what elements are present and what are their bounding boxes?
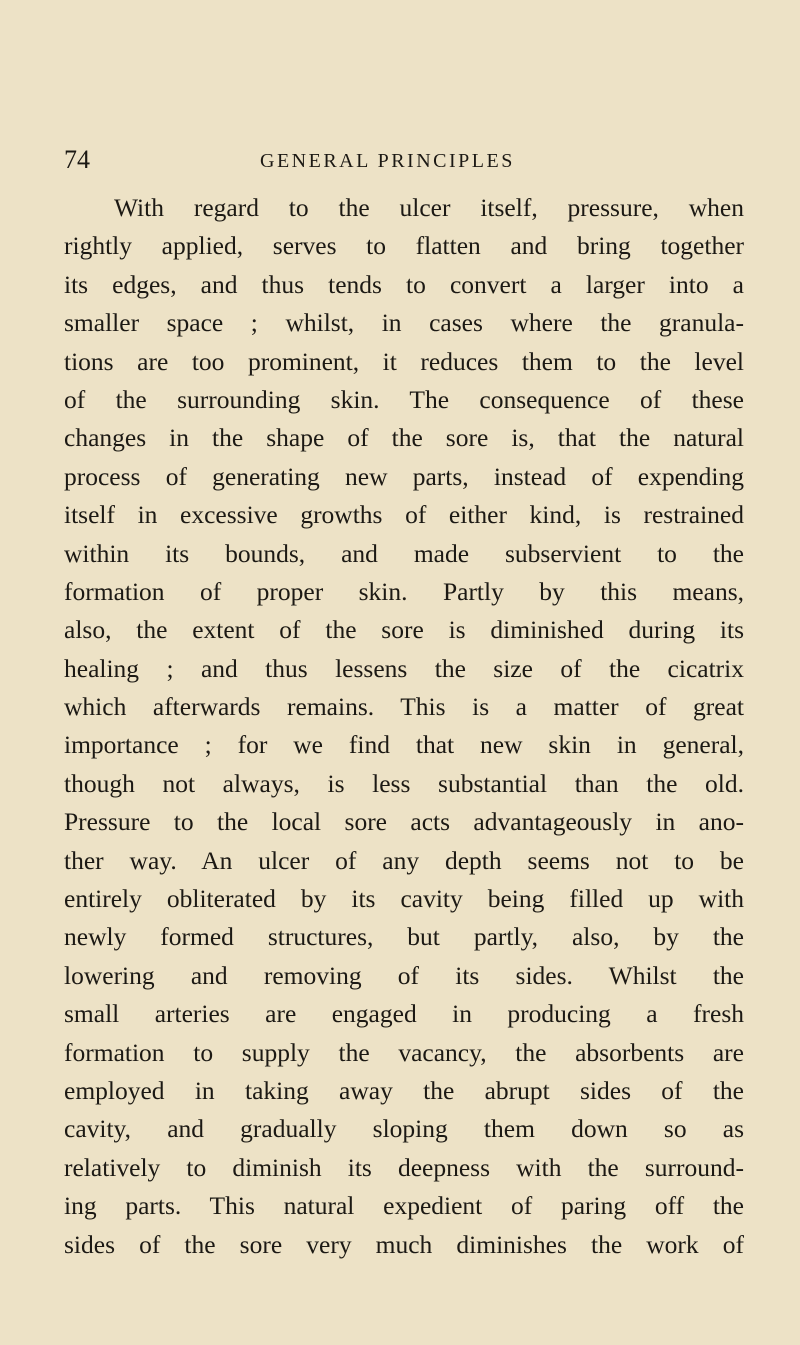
text-line: cavity, and gradually sloping them down so as [64,1114,744,1144]
text-line: lowering and removing of its sides. Whilst the [64,960,744,990]
text-line: itself in excessive growths of either kind, is restrained [64,500,744,530]
text-line: formation of proper skin. Partly by this means, [64,576,744,606]
text-line: within its bounds, and made subservient to the [64,538,744,568]
text-line: its edges, and thus tends to convert a larger into a [64,269,744,299]
text-line: newly formed structures, but partly, also, by the [64,922,744,952]
text-line: process of generating new parts, instead of expending [64,461,744,491]
page-header [0,145,800,175]
text-line: of the surrounding skin. The consequence of these [64,384,744,414]
text-line: entirely obliterated by its cavity being filled up with [64,884,744,914]
text-line: formation to supply the vacancy, the absorbents are [64,1037,744,1067]
text-line: With regard to the ulcer itself, pressure, when [114,193,744,222]
body-paragraph [64,189,744,1264]
text-line: which afterwards remains. This is a matter of great [64,692,744,722]
text-line: Pressure to the local sore acts advantageously in ano- [64,807,744,837]
text-line: also, the extent of the sore is diminished during its [64,615,744,645]
text-line: healing ; and thus lessens the size of the cicatrix [64,653,744,683]
text-line: employed in taking away the abrupt sides of the [64,1075,744,1105]
text-line: though not always, is less substantial than the old. [64,768,744,798]
text-line: rightly applied, serves to flatten and bring together [64,231,744,261]
page-number: 74 [64,145,90,174]
text-line: small arteries are engaged in producing a fresh [64,999,744,1029]
text-line: changes in the shape of the sore is, that the natural [64,423,744,453]
text-line: smaller space ; whilst, in cases where the granula- [64,308,744,338]
text-line: tions are too prominent, it reduces them to the level [64,346,744,376]
text-line: importance ; for we find that new skin in general, [64,730,744,760]
text-line: sides of the sore very much diminishes the work of [64,1229,744,1259]
text-line: ther way. An ulcer of any depth seems not to be [64,845,744,875]
running-title: GENERAL PRINCIPLES [260,150,515,172]
text-line: relatively to diminish its deepness with the surround- [64,1152,744,1182]
text-line: ing parts. This natural expedient of paring off the [64,1191,744,1221]
